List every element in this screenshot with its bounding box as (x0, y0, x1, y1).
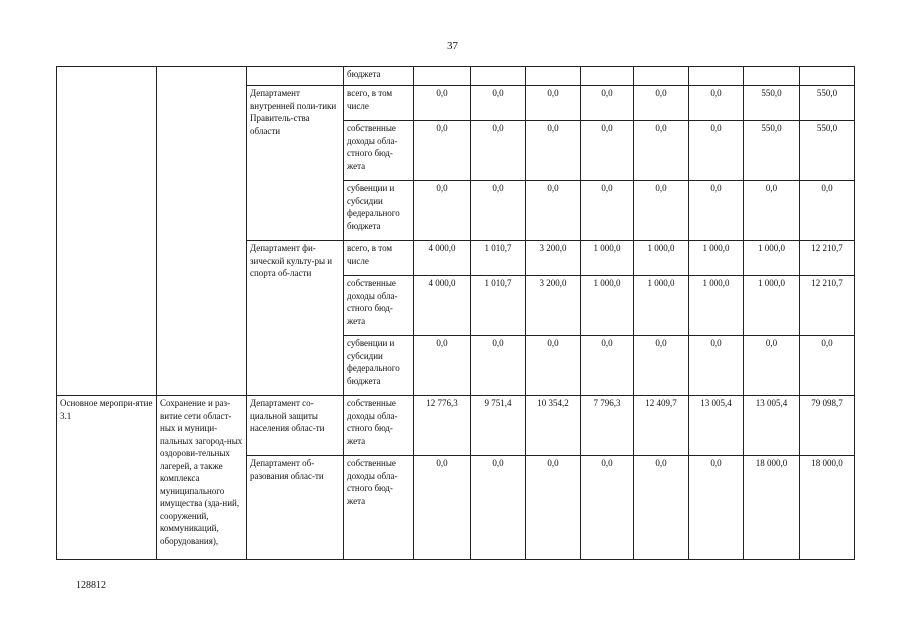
cell-value: 4 000,0 (414, 276, 471, 336)
cell-value: 0,0 (634, 456, 689, 560)
cell-funding-source: субвенции и субсидии федерального бюджета (344, 336, 414, 396)
page-number: 37 (447, 40, 458, 52)
cell-measure: Основное меропри-ятие 3.1 (57, 396, 157, 560)
cell-value: 0,0 (634, 121, 689, 181)
cell-value: 0,0 (526, 121, 581, 181)
cell-value: 0,0 (471, 181, 526, 241)
cell-measure (57, 67, 157, 396)
table-row (57, 396, 855, 456)
cell-value: 1 000,0 (744, 276, 800, 336)
cell-value (634, 67, 689, 86)
cell-value: 550,0 (800, 121, 855, 181)
cell-value: 1 010,7 (471, 241, 526, 276)
cell-value: 0,0 (526, 456, 581, 560)
cell-value: 12 776,3 (414, 396, 471, 456)
cell-value: 0,0 (800, 336, 855, 396)
cell-value: 0,0 (689, 181, 744, 241)
cell-executor: Департамент внутренней поли-тики Правитель-ства области (247, 86, 344, 241)
cell-value: 12 409,7 (634, 396, 689, 456)
cell-funding-source: бюджета (344, 67, 414, 86)
cell-value: 0,0 (414, 336, 471, 396)
cell-funding-source: собственные доходы обла-стного бюд-жета (344, 276, 414, 336)
cell-value: 1 000,0 (634, 241, 689, 276)
cell-value: 18 000,0 (800, 456, 855, 560)
table-row (57, 67, 855, 86)
cell-value: 0,0 (634, 336, 689, 396)
cell-value: 1 010,7 (471, 276, 526, 336)
cell-value: 7 796,3 (581, 396, 634, 456)
budget-table (56, 66, 855, 560)
cell-value: 0,0 (744, 181, 800, 241)
cell-value: 0,0 (414, 181, 471, 241)
cell-value: 0,0 (471, 456, 526, 560)
cell-value: 0,0 (744, 336, 800, 396)
cell-value: 0,0 (471, 86, 526, 121)
cell-executor (247, 67, 344, 86)
cell-funding-source: всего, в том числе (344, 86, 414, 121)
cell-value: 550,0 (800, 86, 855, 121)
cell-value: 0,0 (689, 336, 744, 396)
cell-value: 0,0 (581, 336, 634, 396)
cell-value: 18 000,0 (744, 456, 800, 560)
cell-value: 1 000,0 (581, 276, 634, 336)
cell-value: 550,0 (744, 86, 800, 121)
cell-executor: Департамент об-разования облас-ти (247, 456, 344, 560)
cell-value: 0,0 (800, 181, 855, 241)
cell-value: 0,0 (414, 456, 471, 560)
cell-value: 0,0 (689, 121, 744, 181)
cell-funding-source: субвенции и субсидии федерального бюджета (344, 181, 414, 241)
cell-funding-source: собственные доходы обла-стного бюд-жета (344, 121, 414, 181)
cell-value: 0,0 (526, 336, 581, 396)
cell-value: 0,0 (634, 181, 689, 241)
cell-funding-source: собственные доходы обла-стного бюд-жета (344, 456, 414, 560)
document-code: 128812 (76, 580, 106, 591)
cell-value: 0,0 (471, 336, 526, 396)
cell-description: Сохранение и раз-витие сети област-ных и муници-пальных загород-ных оздорови-тельных лагерей, а также комплекса муниципального имущества (зда-ний, сооружений, коммуникаций, оборудования), (157, 396, 247, 560)
cell-executor: Департамент со-циальной защиты населения облас-ти (247, 396, 344, 456)
cell-value (744, 67, 800, 86)
cell-value: 79 098,7 (800, 396, 855, 456)
cell-value: 9 751,4 (471, 396, 526, 456)
cell-executor: Департамент фи-зической культу-ры и спорта об-ласти (247, 241, 344, 396)
cell-value: 0,0 (581, 456, 634, 560)
cell-value: 3 200,0 (526, 276, 581, 336)
cell-value: 1 000,0 (689, 276, 744, 336)
cell-value: 0,0 (414, 121, 471, 181)
cell-value: 13 005,4 (744, 396, 800, 456)
cell-value: 12 210,7 (800, 241, 855, 276)
cell-value: 0,0 (689, 86, 744, 121)
cell-value: 550,0 (744, 121, 800, 181)
cell-value (414, 67, 471, 86)
cell-value: 1 000,0 (581, 241, 634, 276)
cell-value (581, 67, 634, 86)
cell-value: 0,0 (581, 181, 634, 241)
cell-value: 0,0 (634, 86, 689, 121)
cell-funding-source: собственные доходы обла-стного бюд-жета (344, 396, 414, 456)
cell-value: 0,0 (689, 456, 744, 560)
cell-value (471, 67, 526, 86)
cell-value (526, 67, 581, 86)
cell-value: 12 210,7 (800, 276, 855, 336)
cell-value: 0,0 (526, 86, 581, 121)
cell-value: 1 000,0 (744, 241, 800, 276)
cell-value: 13 005,4 (689, 396, 744, 456)
cell-value: 1 000,0 (689, 241, 744, 276)
cell-value (689, 67, 744, 86)
cell-value: 0,0 (581, 86, 634, 121)
cell-value: 0,0 (471, 121, 526, 181)
cell-value (800, 67, 855, 86)
cell-value: 3 200,0 (526, 241, 581, 276)
cell-description (157, 67, 247, 396)
cell-value: 0,0 (526, 181, 581, 241)
cell-funding-source: всего, в том числе (344, 241, 414, 276)
cell-value: 1 000,0 (634, 276, 689, 336)
cell-value: 4 000,0 (414, 241, 471, 276)
cell-value: 0,0 (414, 86, 471, 121)
cell-value: 0,0 (581, 121, 634, 181)
cell-value: 10 354,2 (526, 396, 581, 456)
